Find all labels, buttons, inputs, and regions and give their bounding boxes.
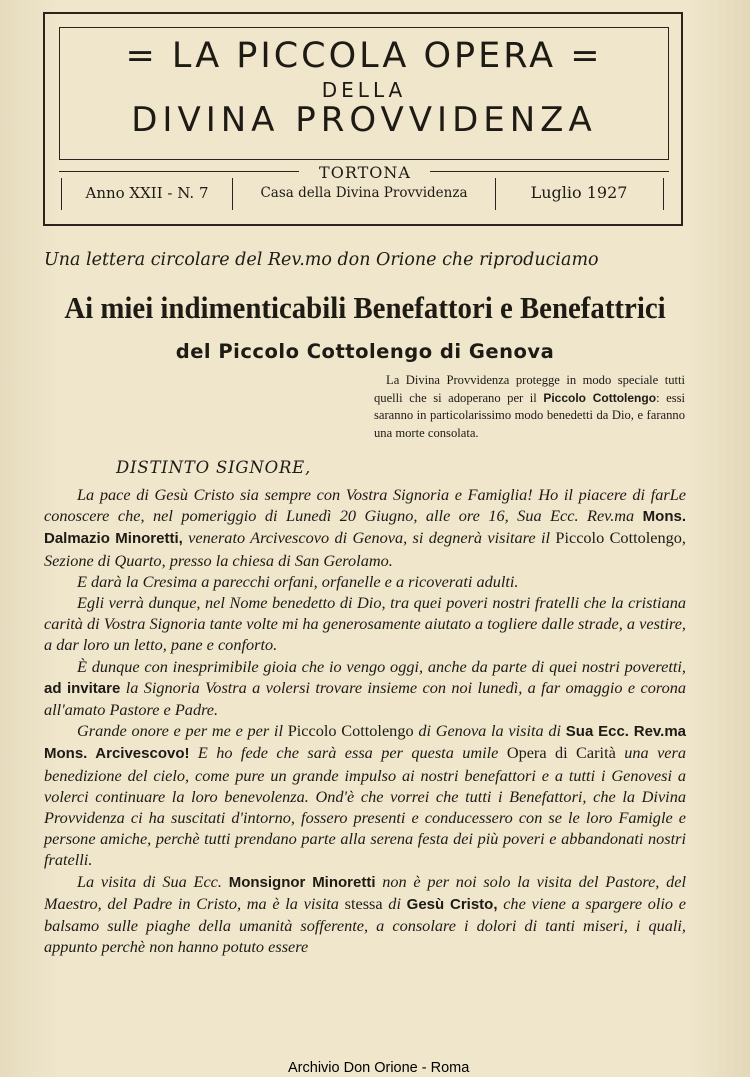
issue-number: Anno XXII - N. 7	[61, 178, 233, 210]
side-note-text: La Divina Provvidenza protegge in modo speciale tutti quelli che si adoperano per il	[374, 373, 685, 405]
masthead-info-row	[59, 178, 669, 210]
salutation: DISTINTO SIGNORE,	[116, 458, 312, 477]
archive-footer: Archivio Don Orione - Roma	[288, 1060, 470, 1076]
headline: Ai miei indimenticabili Benefattori e Benefattrici	[64, 290, 666, 325]
intro-line: Una lettera circolare del Rev.mo don Orione che riproduciamo	[44, 250, 599, 270]
paragraph-1: La pace di Gesù Cristo sia sempre con Vostra Signoria e Famiglia! Ho il piacere di farLe conoscere che, nel pomeriggio di Lunedì 20 Giugno, alle ore 16, Sua Ecc. Rev.ma Mons. Dalmazio Minoretti, venerato Arcivescovo di Genova, si degnerà visitare il Piccolo Cottolengo, Sezione di Quarto, presso la chiesa di San Gerolamo.	[44, 485, 687, 570]
paragraph-2: E darà la Cresima a parecchi orfani, orfanelle e a ricoverati adulti.	[77, 571, 519, 591]
side-note-bold: Piccolo Cottolengo	[543, 390, 657, 405]
paragraph-6: La visita di Sua Ecc. Monsignor Minoretti non è per noi solo la visita del Pastore, del Maestro, del Padre in Cristo, ma è la visita stessa di Gesù Cristo, che viene a spargere olio e balsamo sulle piaghe della umanità sofferente, a consolare i dolori di tanti miseri, i quali, appunto perchè non hanno potuto essere	[44, 871, 686, 957]
masthead-title-line3: DIVINA PROVVIDENZA	[131, 100, 597, 140]
subheadline: del Piccolo Cottolengo di Genova	[175, 340, 555, 363]
side-note-text-end: : essi saranno in particolarissimo modo benedetti da Dio, e faranno una morte consolata.	[374, 390, 685, 440]
paragraph-5: Grande onore e per me e per il Piccolo Cottolengo di Genova la visita di Sua Ecc. Rev.ma Mons. Arcivescovo! E ho fede che sarà essa per questa umile Opera di Carità una vera benedizione del cielo, come pure un grande impulso ai nostri benefattori e a tutti i Genovesi a volerci continuare la loro benevolenza. Ond'è che vorrei che tutti i Benefattori, che la Divina Provvidenza ci ha suscitati d'intorno, fossero presenti e conducessero con se le loro Famigle e persone amiche, perchè tutti prendano parte alla serena festa dei più poveri e abbandonati nostri fratelli.	[44, 721, 687, 870]
letter-body	[44, 484, 686, 957]
issue-date: Luglio 1927	[495, 178, 664, 210]
masthead-title-line1: = LA PICCOLA OPERA =	[125, 36, 603, 76]
paragraph-3: Egli verrà dunque, nel Nome benedetto di Dio, tra quei poveri nostri fratelli che la cristiana carità di Vostra Signoria tante volte mi ha generosamente aiutato a togliere dalle strade, a vestire, a dar loro un letto, pane e conforto.	[44, 593, 686, 655]
paragraph-4: È dunque con inesprimibile gioia che io vengo oggi, anche da parte di quei nostri poveretti, ad invitare la Signoria Vostra a volersi trovare insieme con noi lunedì, a far omaggio e corona all'amato Pastore e Padre.	[44, 656, 687, 720]
side-note	[374, 372, 685, 442]
masthead-city: TORTONA	[319, 163, 411, 182]
publisher: Casa della Divina Provvidenza	[233, 178, 496, 210]
divider-left	[59, 171, 299, 172]
divider-right	[430, 171, 669, 172]
masthead-title-line2: DELLA	[321, 78, 407, 102]
